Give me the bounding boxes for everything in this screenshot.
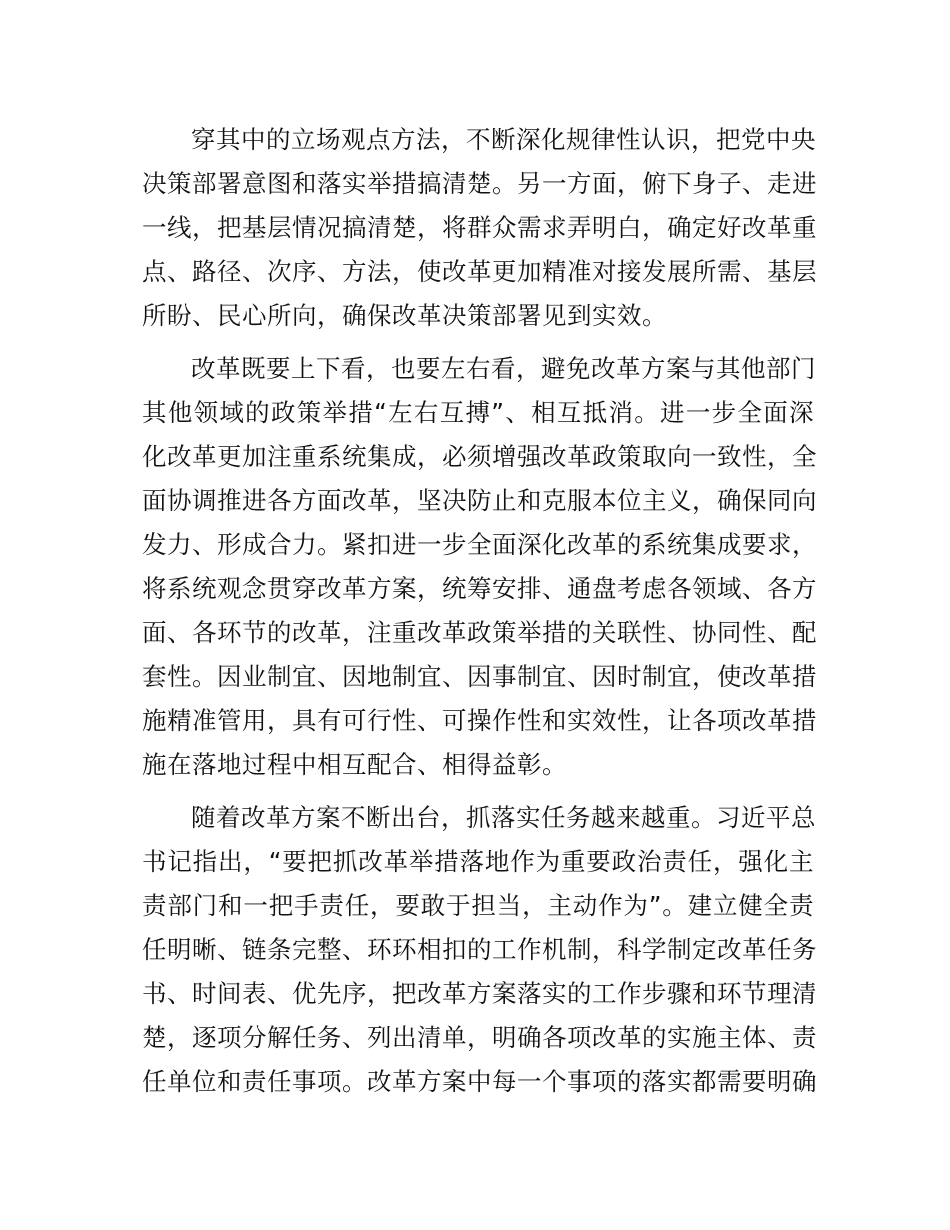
text-line: 点、路径、次序、方法，使改革更加精准对接发展所需、基层 bbox=[142, 257, 817, 286]
paragraph-3 bbox=[142, 796, 817, 1104]
text-line: 将系统观念贯穿改革方案，统筹安排、通盘考虑各领域、各方 bbox=[142, 574, 817, 603]
text-line: 改革既要上下看，也要左右看，避免改革方案与其他部门 bbox=[191, 354, 816, 383]
text-line: 施在落地过程中相互配合、相得益彰。 bbox=[142, 750, 567, 779]
text-line: 责部门和一把手责任，要敢于担当，主动作为”。建立健全责 bbox=[142, 891, 814, 920]
text-line: 书记指出，“要把抓改革举措落地作为重要政治责任，强化主 bbox=[142, 847, 814, 876]
text-line: 发力、形成合力。紧扣进一步全面深化改革的系统集成要求， bbox=[142, 530, 817, 559]
text-line: 任明晰、链条完整、环环相扣的工作机制，科学制定改革任务 bbox=[142, 935, 817, 964]
text-line: 一线，把基层情况搞清楚，将群众需求弄明白，确定好改革重 bbox=[142, 213, 817, 242]
text-line: 面、各环节的改革，注重改革政策举措的关联性、协同性、配 bbox=[142, 618, 817, 647]
text-line: 决策部署意图和落实举措搞清楚。另一方面，俯下身子、走进 bbox=[142, 169, 817, 198]
text-line: 所盼、民心所向，确保改革决策部署见到实效。 bbox=[142, 301, 667, 330]
text-line: 化改革更加注重系统集成，必须增强改革政策取向一致性，全 bbox=[142, 442, 817, 471]
text-line: 套性。因业制宜、因地制宜、因事制宜、因时制宜，使改革措 bbox=[142, 662, 817, 691]
text-line: 楚，逐项分解任务、列出清单，明确各项改革的实施主体、责 bbox=[142, 1023, 817, 1052]
paragraph-2 bbox=[142, 347, 817, 787]
text-line: 施精准管用，具有可行性、可操作性和实效性，让各项改革措 bbox=[142, 706, 817, 735]
text-line: 书、时间表、优先序，把改革方案落实的工作步骤和环节理清 bbox=[142, 979, 817, 1008]
text-line: 随着改革方案不断出台，抓落实任务越来越重。习近平总 bbox=[191, 803, 816, 832]
text-line: 任单位和责任事项。改革方案中每一个事项的落实都需要明确 bbox=[142, 1067, 817, 1096]
document-body bbox=[142, 118, 817, 1104]
paragraph-1 bbox=[142, 118, 817, 338]
text-line: 其他领域的政策举措“左右互搏”、相互抵消。进一步全面深 bbox=[142, 398, 814, 427]
text-line: 穿其中的立场观点方法，不断深化规律性认识，把党中央 bbox=[191, 125, 816, 154]
text-line: 面协调推进各方面改革，坚决防止和克服本位主义，确保同向 bbox=[142, 486, 817, 515]
